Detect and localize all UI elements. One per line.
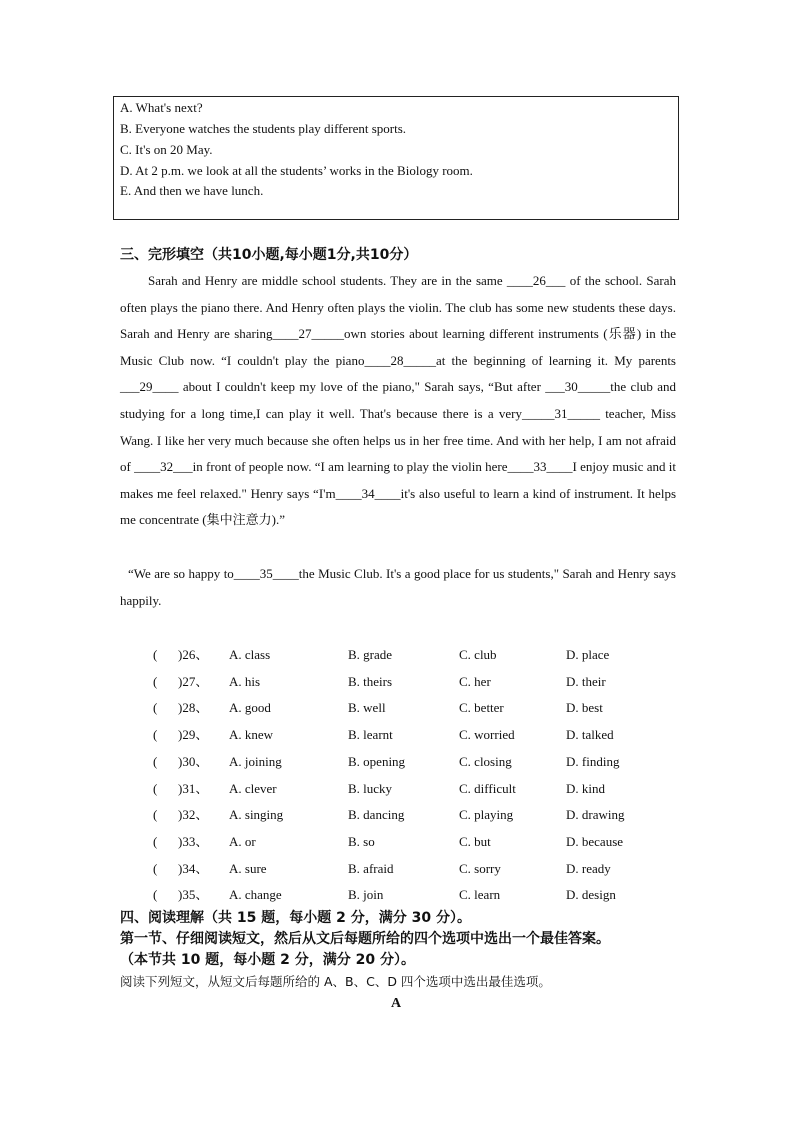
answer-paren: (: [153, 860, 158, 876]
option-d: D. place: [566, 647, 610, 662]
cloze-paragraph-1: Sarah and Henry are middle school students. They are in the same ____26___ of the school. Sarah often plays the piano there. And Henry often plays the violin. The club has some new students these days. Sarah and Henry are sharing____27_____own stories about learning different instruments (乐器) in the Music Club now. “I couldn't play the piano____28_____at the beginning of learning it. My parents ___29____ about I couldn't keep my love of the piano," Sarah says, “But after ___30_____the club and studying for a long time,I can play it well. That's because there is a very_____31_____ teacher, Miss Wang. I like her very much because she often helps us in her free time. And with her help, I am not afraid of ____32___in front of people now. “I am learning to play the violin here____33____I enjoy music and it makes me feel relaxed." Henry says “I'm____34____it's also useful to learn a kind of instrument. It helps me concentrate (集中注意力).”: [120, 273, 676, 528]
question-number: )29、: [178, 727, 209, 743]
section4-title: 四、阅读理解（共 15 题，每小题 2 分，满分 30 分）。: [120, 910, 471, 926]
answer-paren: (: [153, 833, 158, 849]
question-number: )28、: [178, 700, 209, 716]
option-a: A. clever: [229, 780, 277, 796]
answer-paren: (: [153, 727, 158, 743]
option-c: C. her: [459, 673, 491, 689]
option-b: B. opening: [348, 753, 406, 769]
question-number: )33、: [178, 833, 209, 849]
option-d: D. best: [566, 700, 603, 716]
option-c: C. club: [459, 647, 497, 662]
option-a: A. sure: [229, 860, 267, 876]
options-box: [113, 96, 679, 220]
answer-paren: (: [153, 700, 158, 716]
question-number: )35、: [178, 887, 209, 903]
option-b: B. learnt: [348, 727, 393, 743]
answer-paren: (: [153, 647, 158, 662]
option-d: D. finding: [566, 753, 620, 769]
question-number: )32、: [178, 807, 209, 823]
option-d: D. talked: [566, 727, 614, 743]
question-number: )27、: [178, 673, 209, 689]
option-b: B. so: [348, 833, 375, 849]
option-d: D. kind: [566, 780, 605, 796]
cloze-paragraph-2: “We are so happy to____35____the Music Club. It's a good place for us students," Sarah and Henry says happily.: [120, 566, 676, 608]
option-c: C. but: [459, 833, 491, 849]
question-number: )31、: [178, 780, 209, 796]
section3-title: 三、完形填空（共10小题,每小题1分,共10分）: [120, 247, 418, 263]
option-c: C. sorry: [459, 860, 501, 876]
option-b: B. join: [348, 887, 384, 903]
option-c: C. learn: [459, 887, 501, 903]
option-c: C. worried: [459, 727, 515, 743]
option-a: A. his: [229, 673, 261, 689]
answer-paren: (: [153, 753, 158, 769]
option-d: D. because: [566, 833, 624, 849]
option-d: D. their: [566, 673, 606, 689]
question-number: )26、: [178, 647, 209, 662]
option-a: A. good: [229, 700, 271, 716]
option-a: A. change: [229, 887, 282, 903]
option-e: E. And then we have lunch.: [120, 183, 264, 198]
option-a: A. class: [229, 647, 271, 662]
option-d: D. ready: [566, 860, 611, 876]
section4-part1: 第一节、仔细阅读短文，然后从文后每题所给的四个选项中选出一个最佳答案。: [120, 931, 610, 947]
question-number: )30、: [178, 753, 209, 769]
option-b: B. Everyone watches the students play different sports.: [120, 121, 407, 136]
option-a: A. or: [229, 833, 256, 849]
answer-paren: (: [153, 780, 158, 796]
option-a: A. singing: [229, 807, 284, 823]
passage-label: A: [391, 996, 402, 1011]
option-b: B. theirs: [348, 673, 393, 689]
option-c: C. better: [459, 700, 504, 716]
option-a: A. joining: [229, 753, 282, 769]
answer-paren: (: [153, 807, 158, 823]
question-number: )34、: [178, 860, 209, 876]
option-b: B. grade: [348, 647, 393, 662]
option-a: A. What's next?: [120, 100, 203, 115]
option-b: B. well: [348, 700, 386, 716]
section4-part1-note: （本节共 10 题，每小题 2 分，满分 20 分）。: [120, 952, 415, 968]
option-c: C. difficult: [459, 780, 516, 796]
section4-instruction: 阅读下列短文，从短文后每题所给的 A、B、C、D 四个选项中选出最佳选项。: [120, 974, 551, 989]
answer-paren: (: [153, 887, 158, 903]
option-b: B. afraid: [348, 860, 394, 876]
option-d: D. drawing: [566, 807, 625, 823]
option-c: C. It's on 20 May.: [120, 142, 213, 157]
option-c: C. closing: [459, 753, 512, 769]
option-d: D. design: [566, 887, 616, 903]
option-a: A. knew: [229, 727, 274, 743]
option-b: B. dancing: [348, 807, 405, 823]
option-c: C. playing: [459, 807, 514, 823]
option-b: B. lucky: [348, 780, 393, 796]
answer-paren: (: [153, 673, 158, 689]
option-d: D. At 2 p.m. we look at all the students’ works in the Biology room.: [120, 163, 473, 178]
